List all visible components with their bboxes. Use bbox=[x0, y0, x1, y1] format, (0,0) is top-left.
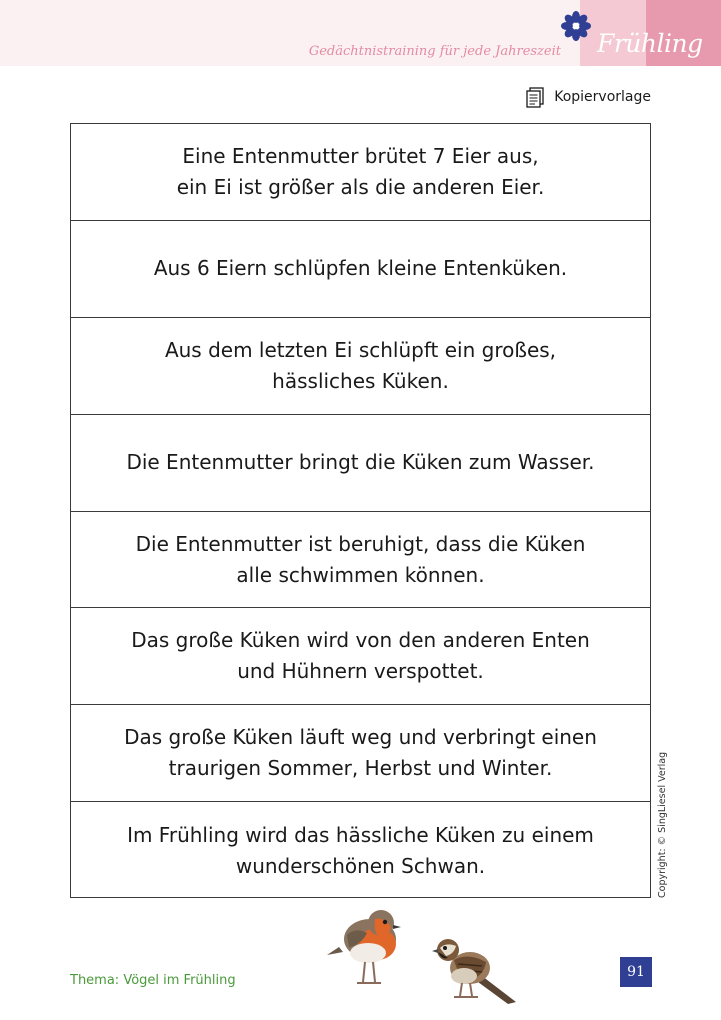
story-card-8 bbox=[71, 802, 650, 899]
story-card-text: Die Entenmutter ist beruhigt, dass die Küken alle schwimmen können. bbox=[135, 531, 586, 587]
story-card-1 bbox=[71, 124, 650, 221]
story-card-4 bbox=[71, 415, 650, 512]
story-card-text: Die Entenmutter bringt die Küken zum Wasser. bbox=[126, 450, 595, 475]
story-card-text: Im Frühling wird das hässliche Küken zu einem wunderschönen Schwan. bbox=[127, 822, 594, 878]
story-card-table bbox=[70, 123, 651, 898]
story-card-6 bbox=[71, 608, 650, 705]
header-subtitle: Gedächtnistraining für jede Jahreszeit bbox=[308, 44, 561, 59]
story-card-text: Eine Entenmutter brütet 7 Eier aus, ein Ei ist größer als die anderen Eier. bbox=[176, 143, 545, 199]
robin-illustration bbox=[325, 905, 405, 987]
copy-template-text: Kopiervorlage bbox=[554, 89, 651, 105]
copy-template-label bbox=[524, 86, 651, 108]
season-title: Frühling bbox=[597, 29, 703, 58]
story-card-text: Das große Küken läuft weg und verbringt einen traurigen Sommer, Herbst und Winter. bbox=[124, 725, 597, 781]
story-card-2 bbox=[71, 221, 650, 318]
story-card-text: Aus 6 Eiern schlüpfen kleine Entenküken. bbox=[153, 256, 568, 281]
story-card-text: Das große Küken wird von den anderen Enten und Hühnern verspottet. bbox=[131, 628, 590, 684]
sparrow-illustration bbox=[432, 930, 520, 1006]
story-card-7 bbox=[71, 705, 650, 802]
document-copy-icon bbox=[524, 86, 546, 108]
story-card-text: Aus dem letzten Ei schlüpft ein großes, hässliches Küken. bbox=[164, 337, 557, 393]
copyright-notice: Copyright: © SingLiesel Verlag bbox=[657, 751, 668, 898]
story-card-3 bbox=[71, 318, 650, 415]
flower-icon bbox=[560, 10, 592, 42]
theme-label: Thema: Vögel im Frühling bbox=[70, 973, 236, 988]
story-card-5 bbox=[71, 512, 650, 609]
page-number-badge: 91 bbox=[620, 957, 652, 987]
